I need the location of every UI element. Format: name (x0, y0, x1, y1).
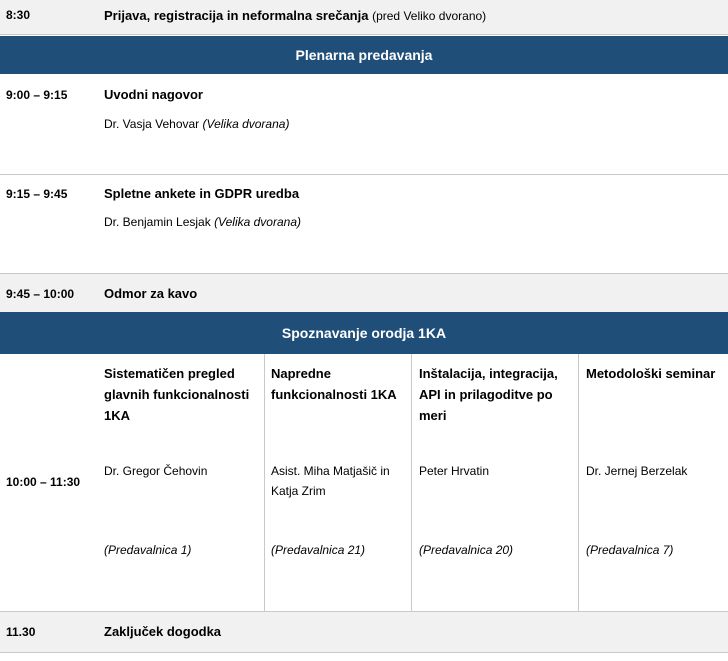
workshop-title: Metodološki seminar (586, 366, 716, 381)
workshops-row (0, 354, 728, 612)
talk1-speaker: Dr. Vasja Vehovar (104, 117, 200, 131)
workshop-divider (411, 354, 412, 612)
plenary-header-text: Plenarna predavanja (295, 47, 433, 63)
row-separator (0, 34, 728, 35)
talk-row-opening (0, 74, 728, 174)
talk2-title: Spletne ankete in GDPR uredba (104, 186, 300, 201)
talk2-room: (Velika dvorana) (214, 215, 301, 229)
workshop-speaker: Dr. Jernej Berzelak (586, 464, 688, 478)
registration-time: 8:30 (6, 8, 31, 22)
workshop-room: (Predavalnica 21) (271, 543, 366, 557)
workshop-room: (Predavalnica 20) (419, 543, 514, 557)
workshop-room: (Predavalnica 7) (586, 543, 674, 557)
registration-title: Prijava, registracija in neformalna srečanja (104, 8, 369, 23)
closing-title: Zaključek dogodka (104, 624, 222, 639)
coffee-time: 9:45 – 10:00 (6, 287, 75, 301)
plenary-section-header (0, 36, 728, 74)
workshop-title: Inštalacija, integracija, API in prilagoditve po meri (419, 366, 558, 423)
talk1-speaker-wrap (104, 117, 289, 131)
row-separator (0, 611, 728, 612)
row-separator (0, 652, 728, 653)
row-separator (0, 273, 728, 274)
registration-title-wrap (104, 8, 486, 23)
coffee-break-row (0, 274, 728, 312)
talk1-title: Uvodni nagovor (104, 87, 203, 102)
workshop-title: Sistematičen pregled glavnih funkcionalnosti 1KA (104, 366, 250, 423)
workshop-speaker: Peter Hrvatin (419, 464, 490, 478)
workshop-speaker: Dr. Gregor Čehovin (104, 464, 208, 478)
workshop-divider (264, 354, 265, 612)
workshop-speaker: Asist. Miha Matjašič in Katja Zrim (271, 464, 390, 498)
talk2-time: 9:15 – 9:45 (6, 187, 68, 201)
closing-row (0, 612, 728, 652)
talk2-speaker: Dr. Benjamin Lesjak (104, 215, 211, 229)
talk2-speaker-wrap (104, 215, 301, 229)
talk-row-gdpr (0, 174, 728, 274)
closing-time: 11.30 (6, 625, 36, 639)
workshop-title: Napredne funkcionalnosti 1KA (271, 366, 397, 402)
talk1-room: (Velika dvorana) (202, 117, 290, 131)
workshops-time: 10:00 – 11:30 (6, 475, 81, 489)
coffee-title: Odmor za kavo (104, 286, 198, 301)
registration-row (0, 0, 728, 34)
tools-header-text: Spoznavanje orodja 1KA (281, 325, 447, 341)
workshop-divider (578, 354, 579, 612)
workshop-room: (Predavalnica 1) (104, 543, 192, 557)
registration-location: (pred Veliko dvorano) (372, 9, 487, 23)
tools-section-header (0, 312, 728, 354)
row-separator (0, 174, 728, 175)
talk1-time: 9:00 – 9:15 (6, 88, 68, 102)
